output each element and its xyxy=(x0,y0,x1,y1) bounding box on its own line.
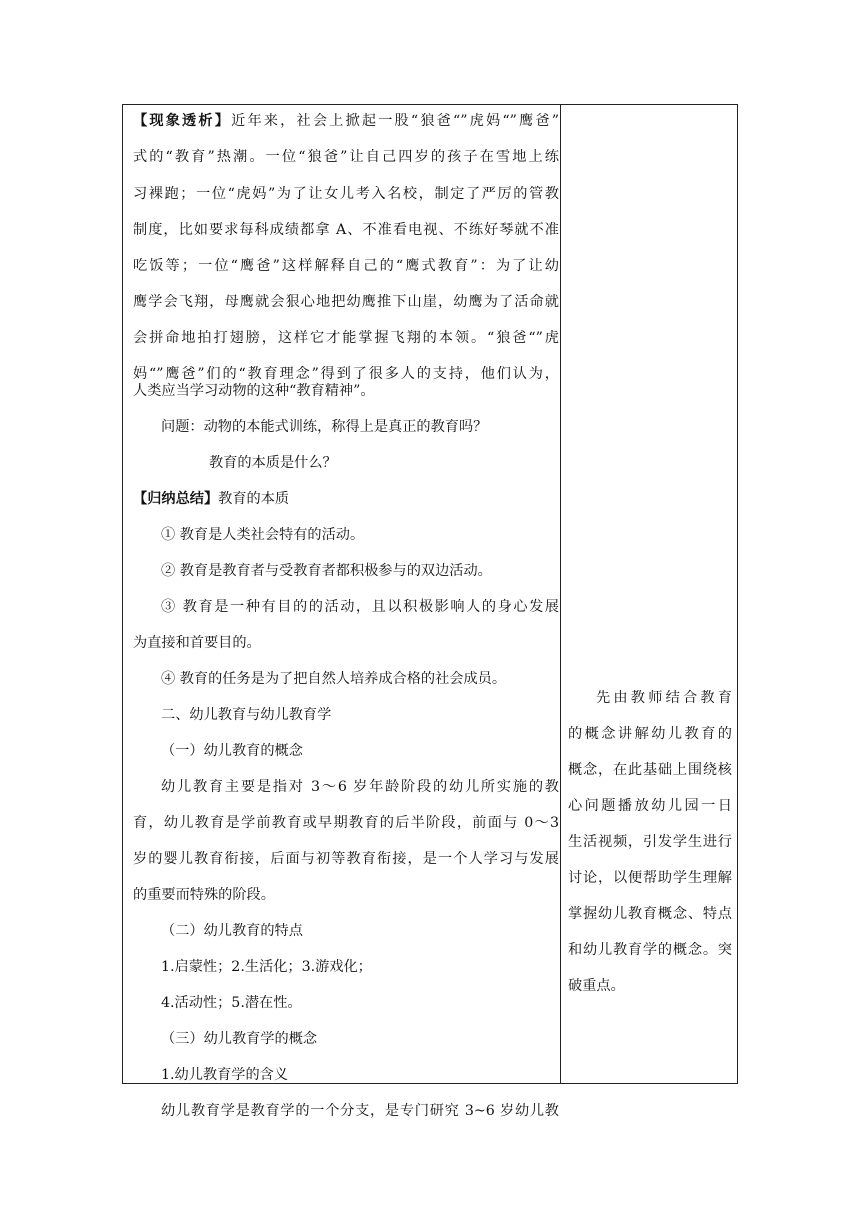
note-line: 生活视频，引发学生进行 xyxy=(568,834,732,850)
text-line: 为直接和首要目的。 xyxy=(133,635,261,651)
text-line: 吃饭等；一位“鹰爸”这样解释自己的“鹰式教育”：为了让幼 xyxy=(133,258,559,274)
list-item: ④ 教育的任务是为了把自然人培养成合格的社会成员。 xyxy=(161,671,507,687)
text-line xyxy=(133,112,559,130)
text-span: 近年来，社会上掀起一股“狼爸“”虎妈“”鹰爸” xyxy=(231,113,559,129)
text-line xyxy=(133,490,559,508)
text-line: 会拼命地拍打翅膀，这样它才能掌握飞翔的本领。“狼爸“”虎 xyxy=(133,330,559,346)
subsection-heading: （一）幼儿教育的概念 xyxy=(161,743,303,759)
text-line: 式的“教育”热潮。一位“狼爸”让自己四岁的孩子在雪地上练 xyxy=(133,149,559,165)
text-line: 的重要而特殊的阶段。 xyxy=(133,887,275,903)
text-line: 1.幼儿教育学的含义 xyxy=(161,1067,289,1083)
question-line: 教育的本质是什么？ xyxy=(209,455,337,471)
text-line: 幼儿教育学是教育学的一个分支，是专门研究 3~6 岁幼儿教 xyxy=(161,1103,559,1119)
note-line: 破重点。 xyxy=(568,978,625,994)
text-line: 鹰学会飞翔，母鹰就会狠心地把幼鹰推下山崖，幼鹰为了活命就 xyxy=(133,294,559,310)
note-line: 和幼儿教育学的概念。突 xyxy=(568,942,732,958)
note-line: 概念，在此基础上围绕核 xyxy=(568,762,732,778)
note-line: 讨论，以便帮助学生理解 xyxy=(568,870,732,886)
text-line: 4.活动性；5.潜在性。 xyxy=(161,995,302,1011)
section-tag: 【归纳总结】 xyxy=(133,491,219,507)
note-line: 先由教师结合教育 xyxy=(596,690,732,706)
subsection-heading: （三）幼儿教育学的概念 xyxy=(161,1031,318,1047)
note-line: 的概念讲解幼儿教育的 xyxy=(568,726,732,742)
list-item: ③ 教育是一种有目的的活动，且以积极影响人的身心发展 xyxy=(161,599,559,615)
lesson-table xyxy=(122,104,738,1119)
text-span: 教育的本质 xyxy=(218,491,290,507)
text-line: 1.启蒙性；2.生活化；3.游戏化； xyxy=(161,959,372,975)
question-line: 问题：动物的本能式训练，称得上是真正的教育吗？ xyxy=(161,419,488,435)
note-line: 掌握幼儿教育概念、特点 xyxy=(568,906,732,922)
subsection-heading: （二）幼儿教育的特点 xyxy=(161,923,303,939)
text-line: 习裸跑；一位“虎妈”为了让女儿考入名校，制定了严厉的管教 xyxy=(133,186,559,202)
section-heading: 二、幼儿教育与幼儿教育学 xyxy=(161,707,332,723)
text-line: 岁的婴儿教育衔接，后面与初等教育衔接，是一个人学习与发展 xyxy=(133,851,559,867)
section-tag: 【现象透析】 xyxy=(133,113,232,129)
list-item: ② 教育是教育者与受教育者都积极参与的双边活动。 xyxy=(161,563,492,579)
list-item: ① 教育是人类社会特有的活动。 xyxy=(161,527,365,543)
note-line: 心问题播放幼儿园一日 xyxy=(568,798,732,814)
text-line: 妈“”鹰爸”们的“教育理念”得到了很多人的支持，他们认为， xyxy=(133,366,559,382)
text-line: 人类应当学习动物的这种“教育精神”。 xyxy=(133,383,375,399)
text-line: 育，幼儿教育是学前教育或早期教育的后半阶段，前面与 0～3 xyxy=(133,815,559,831)
text-line: 幼儿教育主要是指对 3～6 岁年龄阶段的幼儿所实施的教 xyxy=(161,779,559,795)
text-line: 制度，比如要求每科成绩都拿 A、不准看电视、不练好琴就不准 xyxy=(133,222,559,238)
